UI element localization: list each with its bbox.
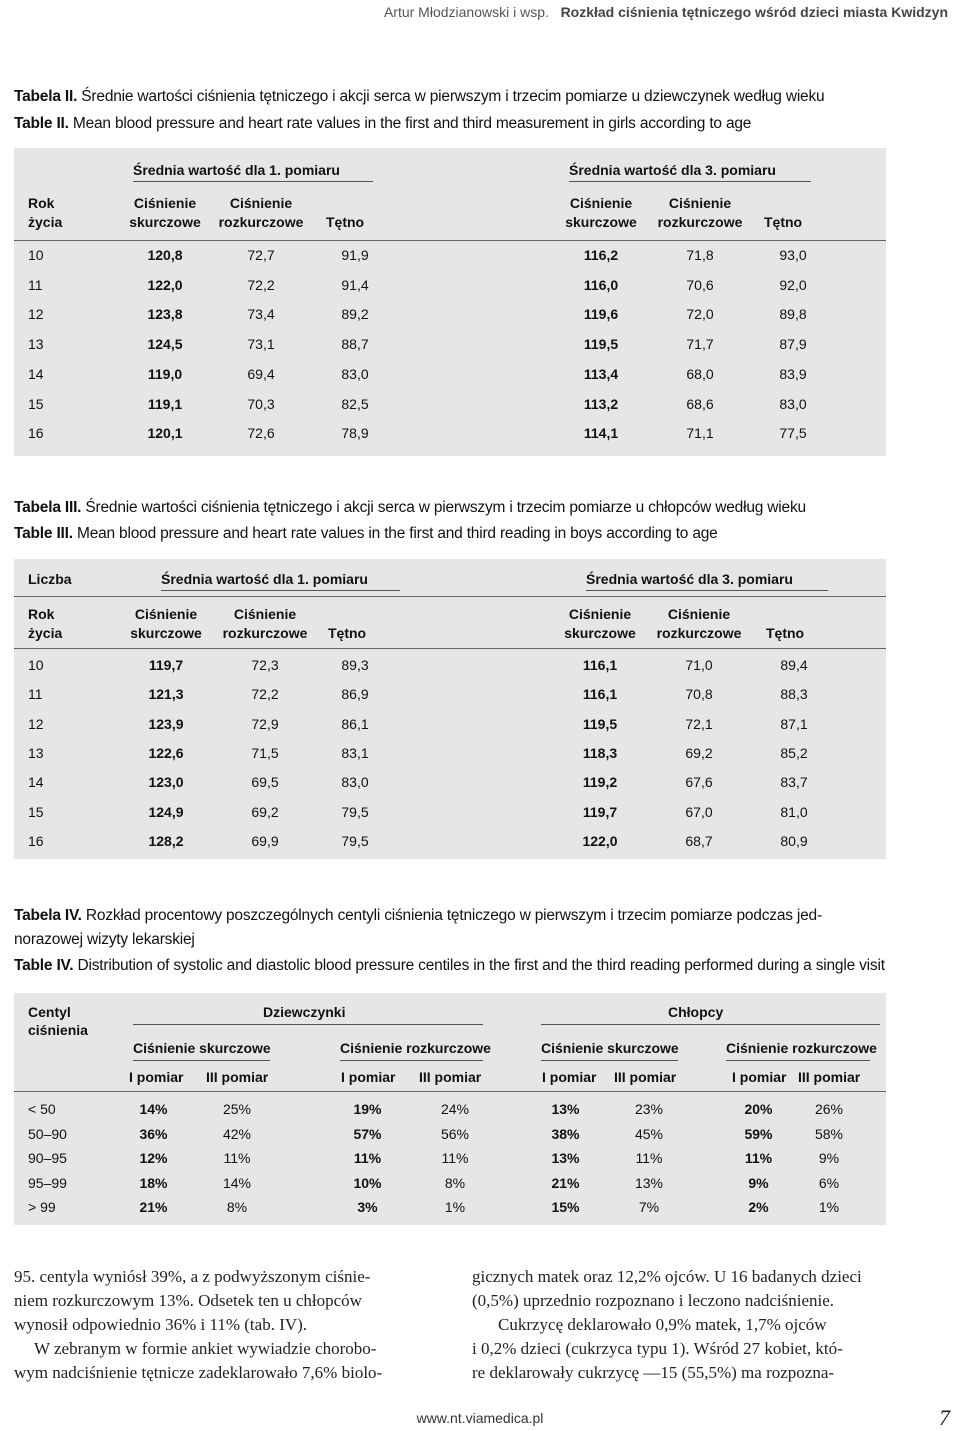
t2-cell-heart-rate-1: 88,7 — [341, 336, 369, 353]
t2-cell-systolic-1: 119,0 — [147, 365, 183, 382]
t4-cell-centile: < 50 — [28, 1101, 56, 1117]
t3-cell-systolic-1: 123,9 — [148, 715, 184, 732]
t2-col-sys3-2: skurczowe — [565, 214, 637, 230]
t3-col-hr3: Tętno — [766, 625, 805, 641]
t3-cell-diastolic-3: 67,0 — [685, 803, 713, 820]
body-right-line-3: Cukrzycę deklarowało 0,9% matek, 1,7% ojców — [498, 1315, 827, 1334]
t3-cell-systolic-3: 116,1 — [582, 657, 618, 673]
t2-cell-diastolic-1: 72,2 — [247, 276, 275, 293]
t3-cell-diastolic-3: 67,6 — [685, 774, 713, 791]
t4-cell-boys-dia-1: 59% — [744, 1125, 773, 1142]
t4-cell-girls-sys-3: 25% — [222, 1101, 252, 1117]
t4-cell-boys-sys-1: 38% — [551, 1125, 580, 1142]
t3-col-age-1: Rok — [28, 606, 55, 622]
t2-cell-heart-rate-3: 77,5 — [779, 425, 807, 442]
t3-group1-rule — [161, 590, 400, 591]
t3-cell-diastolic-1: 69,9 — [251, 832, 279, 849]
t4-header-rule — [14, 1091, 886, 1092]
t3-cell-systolic-3: 116,1 — [582, 686, 618, 703]
t3-cell-heart-rate-1: 89,3 — [341, 657, 369, 673]
running-header — [384, 4, 948, 20]
t3-col-sys1-1: Ciśnienie — [134, 606, 198, 622]
t3-cell-systolic-1: 121,3 — [148, 686, 184, 703]
t2-cell-systolic-1: 120,1 — [147, 425, 183, 442]
t3-cell-heart-rate-1: 83,0 — [341, 774, 369, 791]
t3-col-age-2: życia — [28, 625, 63, 641]
t4-cell-boys-sys-3: 7% — [638, 1199, 660, 1216]
t3-cell-systolic-1: 123,0 — [148, 774, 184, 791]
body-left-line-4: W zebranym w formie ankiet wywiadzie chorobo- — [34, 1339, 377, 1358]
t2-col-sys1-2: skurczowe — [129, 214, 201, 230]
t3-cell-heart-rate-1: 86,1 — [341, 715, 369, 732]
t3-cell-diastolic-3: 69,2 — [685, 744, 713, 761]
t2-cell-diastolic-3: 72,0 — [686, 306, 714, 323]
t2-cell-heart-rate-1: 89,2 — [341, 306, 369, 323]
t4-boys-rule — [541, 1024, 880, 1025]
t4-cell-centile: 90–95 — [28, 1150, 67, 1167]
t4-col-centyl-2: ciśnienia — [28, 1022, 88, 1038]
t4-cell-boys-sys-1: 21% — [551, 1174, 580, 1191]
body-column-left — [14, 1265, 449, 1385]
t3-group2-rule — [586, 590, 828, 591]
t4-cell-girls-sys-3: 14% — [222, 1174, 252, 1191]
t3-cell-systolic-1: 119,7 — [148, 657, 184, 673]
t4-girls-rule — [133, 1024, 483, 1025]
t3-col-dia1-2: rozkurczowe — [222, 625, 308, 641]
t3-cell-systolic-1: 122,6 — [148, 744, 184, 761]
t4-girls-sys: Ciśnienie skurczowe — [133, 1040, 271, 1056]
t4-cell-boys-sys-3: 13% — [634, 1174, 664, 1191]
t2-col-age-1: Rok — [28, 195, 55, 211]
t3-col-dia3-2: rozkurczowe — [656, 625, 742, 641]
t4-cell-boys-sys-1: 15% — [551, 1199, 580, 1216]
t4-cell-boys-sys-3: 45% — [634, 1125, 664, 1142]
t2-cell-heart-rate-3: 83,0 — [779, 395, 807, 412]
t2-cell-diastolic-1: 69,4 — [247, 365, 275, 382]
t2-cell-age: 13 — [28, 336, 44, 353]
t2-col-dia3-2: rozkurczowe — [657, 214, 743, 230]
t3-cell-diastolic-1: 72,3 — [251, 657, 279, 673]
t4-cell-girls-dia-1: 11% — [353, 1150, 382, 1167]
t2-cell-heart-rate-1: 82,5 — [341, 395, 369, 412]
body-left-line-5: wym nadciśnienie tętnicze zadeklarowało 7,6% biolo- — [14, 1363, 383, 1382]
t4-cell-girls-dia-3: 24% — [440, 1101, 470, 1117]
t3-cell-systolic-3: 118,3 — [582, 744, 618, 761]
t4-cell-girls-sys-3: 8% — [226, 1199, 248, 1216]
t3-cell-heart-rate-3: 87,1 — [780, 715, 808, 732]
t2-cell-heart-rate-3: 87,9 — [779, 336, 807, 353]
t2-cell-age: 11 — [28, 276, 43, 293]
t3-cell-diastolic-1: 72,2 — [251, 686, 279, 703]
t2-cell-age: 12 — [28, 306, 44, 323]
t3-cell-diastolic-3: 72,1 — [685, 715, 713, 732]
t2-cell-heart-rate-3: 89,8 — [779, 306, 807, 323]
t3-cell-heart-rate-1: 86,9 — [341, 686, 369, 703]
t4-cell-girls-sys-1: 12% — [139, 1150, 168, 1167]
t2-group1-rule — [133, 181, 373, 182]
t3-cell-heart-rate-3: 81,0 — [780, 803, 808, 820]
t2-col-hr1: Tętno — [326, 214, 365, 230]
t2-cell-diastolic-3: 70,6 — [686, 276, 714, 293]
t3-cell-diastolic-1: 69,5 — [251, 774, 279, 791]
body-column-right — [472, 1265, 892, 1385]
t4-col-centyl-1: Centyl — [28, 1004, 71, 1020]
t4-cell-girls-sys-1: 36% — [139, 1125, 168, 1142]
t3-cell-diastolic-3: 70,8 — [685, 686, 713, 703]
t2-cell-diastolic-1: 73,1 — [247, 336, 275, 353]
t2-col-age-2: życia — [28, 214, 63, 230]
table3 — [14, 559, 886, 859]
t3-col-hr1: Tętno — [328, 625, 367, 641]
t4-cell-boys-dia-3: 6% — [818, 1174, 840, 1191]
t3-cell-age: 12 — [28, 715, 44, 732]
t2-col-dia1-2: rozkurczowe — [218, 214, 304, 230]
t4-m1-b: I pomiar — [341, 1069, 396, 1085]
body-left-line-2: niem rozkurczowym 13%. Odsetek ten u chłopców — [14, 1291, 362, 1310]
t4-m3-b: III pomiar — [419, 1069, 482, 1085]
t2-cell-diastolic-1: 72,7 — [247, 247, 275, 263]
t2-cell-systolic-3: 119,6 — [583, 306, 619, 323]
t2-col-sys1-1: Ciśnienie — [133, 195, 197, 211]
t4-girls-dia: Ciśnienie rozkurczowe — [340, 1040, 491, 1056]
t4-cell-girls-sys-1: 18% — [139, 1174, 168, 1191]
t4-cell-girls-dia-3: 56% — [440, 1125, 470, 1142]
t3-cell-diastolic-1: 71,5 — [251, 744, 279, 761]
t4-cell-girls-sys-3: 11% — [223, 1150, 251, 1167]
t3-cell-heart-rate-1: 83,1 — [341, 744, 369, 761]
t2-cell-systolic-1: 123,8 — [147, 306, 183, 323]
t3-cell-heart-rate-3: 83,7 — [780, 774, 808, 791]
t3-col-liczba: Liczba — [28, 571, 72, 587]
t4-m3-a: III pomiar — [206, 1069, 269, 1085]
t4-boys-sys: Ciśnienie skurczowe — [541, 1040, 679, 1056]
t3-group2: Średnia wartość dla 3. pomiaru — [586, 571, 793, 587]
table2 — [14, 148, 886, 456]
t2-cell-systolic-1: 120,8 — [147, 247, 183, 263]
t4-cell-boys-dia-1: 2% — [748, 1199, 769, 1216]
t4-cell-girls-dia-1: 3% — [357, 1199, 378, 1216]
table4 — [14, 993, 886, 1225]
t2-cell-age: 10 — [28, 247, 44, 263]
t2-cell-heart-rate-3: 83,9 — [779, 365, 807, 382]
t4-group-boys: Chłopcy — [668, 1004, 724, 1020]
body-left-line-1: 95. centyla wyniósł 39%, a z podwyższonym ciśnie- — [14, 1267, 371, 1286]
t3-col-sys3-1: Ciśnienie — [568, 606, 632, 622]
t2-col-hr3: Tętno — [764, 214, 803, 230]
header-title: Rozkład ciśnienia tętniczego wśród dzieci miasta Kwidzyn — [560, 4, 948, 20]
t4-cell-girls-sys-1: 14% — [139, 1101, 168, 1117]
t2-cell-heart-rate-1: 91,4 — [341, 276, 369, 293]
t2-cell-heart-rate-1: 78,9 — [341, 425, 369, 442]
t2-cell-diastolic-1: 70,3 — [247, 395, 275, 412]
t3-top-rule — [14, 596, 886, 597]
t2-cell-diastolic-3: 68,6 — [686, 395, 714, 412]
body-right-line-5: re deklarowały cukrzycę —15 (55,5%) ma rozpozna- — [472, 1363, 835, 1382]
t4-cell-boys-dia-1: 9% — [748, 1174, 769, 1191]
t4-cell-girls-sys-3: 42% — [222, 1125, 252, 1142]
t2-cell-age: 16 — [28, 425, 44, 442]
t3-cell-age: 16 — [28, 832, 44, 849]
t4-cell-girls-dia-3: 8% — [444, 1174, 466, 1191]
t4-cell-centile: 50–90 — [28, 1125, 67, 1142]
t4-cell-boys-dia-3: 1% — [818, 1199, 840, 1216]
t2-cell-systolic-3: 119,5 — [583, 336, 619, 353]
t2-cell-heart-rate-3: 92,0 — [779, 276, 807, 293]
t3-col-sys1-2: skurczowe — [130, 625, 202, 641]
t4-cell-boys-sys-3: 11% — [635, 1150, 663, 1167]
table4-caption-pl-2: norazowej wizyty lekarskiej — [14, 931, 195, 948]
t3-cell-age: 13 — [28, 744, 44, 761]
t2-group2: Średnia wartość dla 3. pomiaru — [569, 162, 776, 178]
t4-m3-c: III pomiar — [614, 1069, 677, 1085]
t4-cell-boys-dia-3: 58% — [814, 1125, 844, 1142]
t4-m1-d: I pomiar — [732, 1069, 787, 1085]
t2-cell-systolic-1: 119,1 — [147, 395, 183, 412]
t4-cell-boys-sys-3: 23% — [634, 1101, 664, 1117]
t4-boys-dia: Ciśnienie rozkurczowe — [726, 1040, 877, 1056]
t2-cell-systolic-3: 113,2 — [583, 395, 619, 412]
t3-cell-heart-rate-3: 80,9 — [780, 832, 808, 849]
t2-cell-diastolic-1: 72,6 — [247, 425, 275, 442]
t4-m1-a: I pomiar — [129, 1069, 184, 1085]
t3-cell-heart-rate-3: 85,2 — [780, 744, 808, 761]
t4-girls-dia-rule — [340, 1060, 483, 1061]
t3-cell-age: 10 — [28, 657, 44, 673]
t3-col-dia3-1: Ciśnienie — [667, 606, 731, 622]
t4-cell-boys-dia-1: 11% — [744, 1150, 773, 1167]
t2-cell-systolic-1: 122,0 — [147, 276, 183, 293]
t2-group1: Średnia wartość dla 1. pomiaru — [133, 162, 340, 178]
t4-cell-girls-dia-1: 57% — [353, 1125, 382, 1142]
t3-cell-age: 11 — [28, 686, 43, 703]
t3-cell-systolic-3: 122,0 — [582, 832, 618, 849]
t2-cell-heart-rate-1: 83,0 — [341, 365, 369, 382]
t2-col-dia3-1: Ciśnienie — [668, 195, 732, 211]
t3-cell-heart-rate-1: 79,5 — [341, 803, 369, 820]
t2-cell-systolic-3: 116,2 — [583, 247, 619, 263]
t4-boys-dia-rule — [726, 1060, 870, 1061]
t2-cell-heart-rate-3: 93,0 — [779, 247, 807, 263]
t4-cell-girls-dia-3: 11% — [441, 1150, 469, 1167]
body-left-line-3: wynosił odpowiednio 36% i 11% (tab. IV). — [14, 1315, 308, 1334]
t4-cell-boys-dia-1: 20% — [744, 1101, 773, 1117]
footer-url[interactable]: www.nt.viamedica.pl — [416, 1410, 544, 1426]
t3-cell-diastolic-3: 71,0 — [685, 657, 713, 673]
t3-group1: Średnia wartość dla 1. pomiaru — [161, 571, 368, 587]
body-right-line-1: gicznych matek oraz 12,2% ojców. U 16 badanych dzieci — [472, 1267, 862, 1286]
header-authors: Artur Młodzianowski i wsp. — [383, 4, 549, 20]
t4-cell-centile: 95–99 — [28, 1174, 67, 1191]
t2-cell-systolic-1: 124,5 — [147, 336, 183, 353]
t3-header-rule — [14, 648, 886, 649]
t3-cell-systolic-3: 119,5 — [582, 715, 618, 732]
t2-col-sys3-1: Ciśnienie — [569, 195, 633, 211]
t3-cell-systolic-1: 124,9 — [148, 803, 184, 820]
t2-header-rule — [14, 240, 886, 241]
t3-cell-systolic-3: 119,2 — [582, 774, 618, 791]
t4-girls-sys-rule — [133, 1060, 270, 1061]
page-number: 7 — [939, 1405, 950, 1430]
t3-cell-heart-rate-3: 88,3 — [780, 686, 808, 703]
t3-col-dia1-1: Ciśnienie — [233, 606, 297, 622]
t2-cell-systolic-3: 114,1 — [583, 425, 619, 442]
t3-cell-systolic-1: 128,2 — [148, 832, 184, 849]
table3-caption-en: Table III. Mean blood pressure and heart rate values in the first and third reading in boys according to age — [14, 525, 718, 542]
t3-cell-diastolic-3: 68,7 — [685, 832, 713, 849]
table4-caption-pl-1: Tabela IV. Rozkład procentowy poszczególnych centyli ciśnienia tętniczego w pierwszym i trzecim pomiarze podczas jed- — [14, 907, 822, 924]
t2-cell-systolic-3: 116,0 — [583, 276, 619, 293]
t3-cell-diastolic-1: 69,2 — [251, 803, 279, 820]
t2-cell-systolic-3: 113,4 — [583, 365, 619, 382]
t4-m1-c: I pomiar — [542, 1069, 597, 1085]
t4-boys-sys-rule — [541, 1060, 678, 1061]
t4-cell-centile: > 99 — [28, 1199, 56, 1216]
t4-cell-boys-sys-1: 13% — [551, 1150, 580, 1167]
t2-cell-diastolic-3: 71,8 — [686, 247, 714, 263]
table2-caption-pl: Tabela II. Średnie wartości ciśnienia tętniczego i akcji serca w pierwszym i trzecim pomiarze u dziewczynek według wieku — [14, 88, 825, 105]
t2-cell-diastolic-3: 71,7 — [686, 336, 714, 353]
t2-group2-rule — [569, 181, 811, 182]
t3-cell-diastolic-1: 72,9 — [251, 715, 279, 732]
table2-caption-en: Table II. Mean blood pressure and heart rate values in the first and third measurement in girls according to age — [14, 115, 752, 132]
body-right-line-4: i 0,2% dzieci (cukrzyca typu 1). Wśród 27 kobiet, któ- — [472, 1339, 843, 1358]
table4-caption-en: Table IV. Distribution of systolic and diastolic blood pressure centiles in the first and the third reading performed during a single visit — [14, 957, 885, 974]
t2-cell-age: 15 — [28, 395, 44, 412]
t4-group-girls: Dziewczynki — [263, 1004, 346, 1020]
t2-cell-heart-rate-1: 91,9 — [341, 247, 369, 263]
t4-m3-d: III pomiar — [798, 1069, 861, 1085]
body-right-line-2: (0,5%) uprzednio rozpoznano i leczono nadciśnienie. — [472, 1291, 835, 1310]
t4-cell-boys-dia-3: 26% — [814, 1101, 844, 1117]
t4-cell-girls-sys-1: 21% — [139, 1199, 168, 1216]
t3-col-sys3-2: skurczowe — [564, 625, 636, 641]
t2-cell-diastolic-3: 71,1 — [686, 425, 714, 442]
t4-cell-girls-dia-1: 19% — [353, 1101, 382, 1117]
t2-cell-diastolic-1: 73,4 — [247, 306, 275, 323]
t4-cell-girls-dia-1: 10% — [353, 1174, 382, 1191]
t3-cell-heart-rate-3: 89,4 — [780, 657, 808, 673]
t4-cell-boys-sys-1: 13% — [551, 1101, 580, 1117]
t2-col-dia1-1: Ciśnienie — [229, 195, 293, 211]
table3-caption-pl: Tabela III. Średnie wartości ciśnienia tętniczego i akcji serca w pierwszym i trzecim pomiarze u chłopców według wieku — [14, 499, 806, 516]
t3-cell-age: 15 — [28, 803, 44, 820]
t4-cell-girls-dia-3: 1% — [444, 1199, 466, 1216]
t3-cell-systolic-3: 119,7 — [582, 803, 618, 820]
t2-cell-age: 14 — [28, 365, 44, 382]
t3-cell-heart-rate-1: 79,5 — [341, 832, 369, 849]
t2-cell-diastolic-3: 68,0 — [686, 365, 714, 382]
t3-cell-age: 14 — [28, 774, 44, 791]
t4-cell-boys-dia-3: 9% — [818, 1150, 840, 1167]
